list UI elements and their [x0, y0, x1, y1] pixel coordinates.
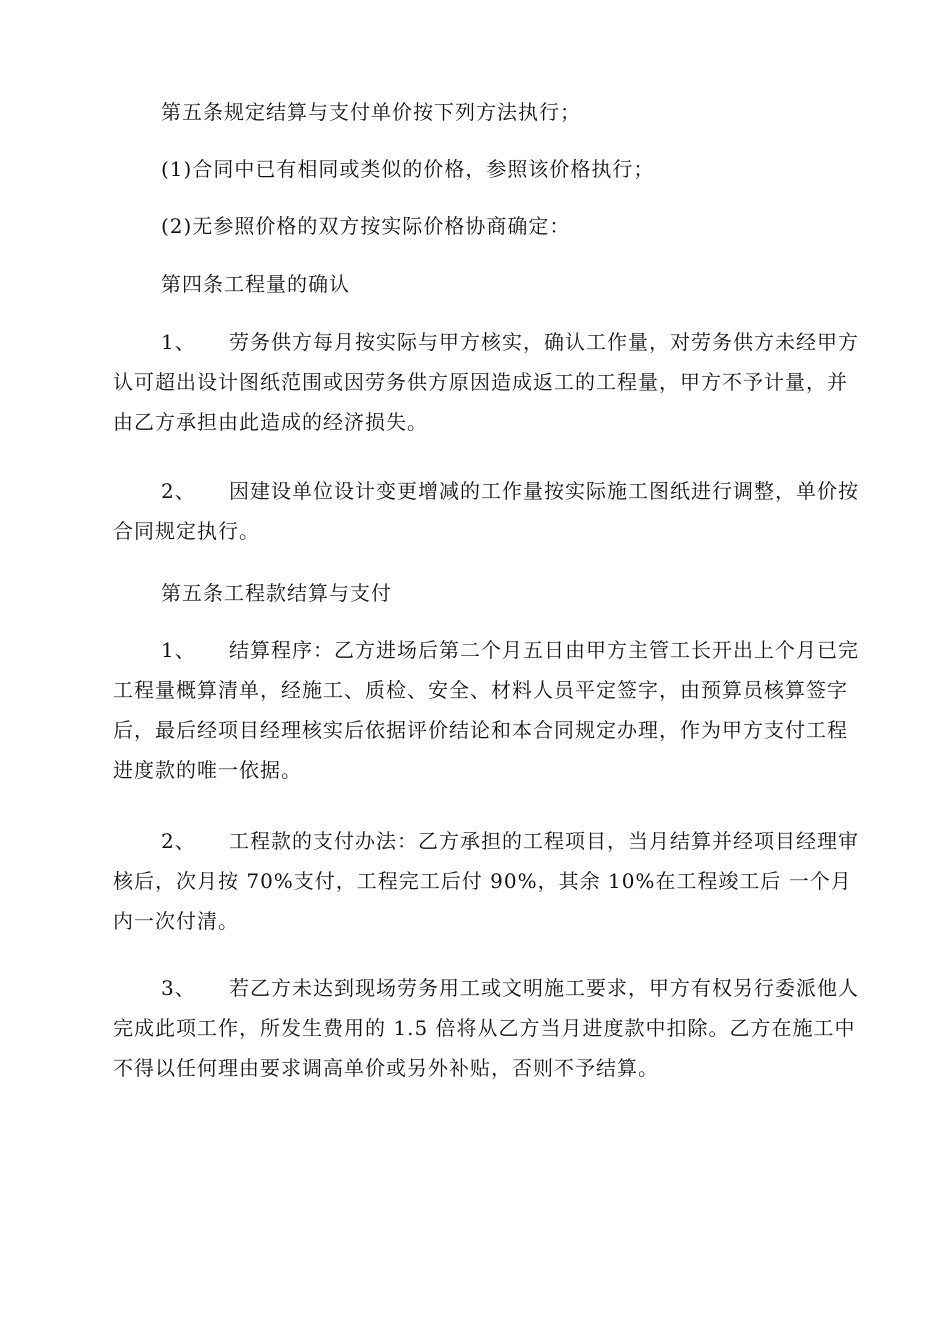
- paragraph-settlement-method: [113, 92, 863, 132]
- clause-text: 工程款的支付办法：乙方承担的工程项目，当月结算并经项目经理审核后，次月按 70%支付，工程完工后付 90%，其余 10%在工程竣工后 一个月内一次付清。: [113, 829, 859, 933]
- paragraph-item-2-negotiated-price: [113, 206, 863, 246]
- paragraph-item-1-similar-price: [113, 149, 863, 189]
- clause-number: 2、: [161, 829, 196, 853]
- clause-number: 2、: [161, 479, 196, 503]
- clause-5-2: [113, 821, 863, 941]
- paragraph-text: 第五条规定结算与支付单价按下列方法执行；: [161, 100, 581, 124]
- clause-text: 劳务供方每月按实际与甲方核实，确认工作量，对劳务供方未经甲方认可超出设计图纸范围或因劳务供方原因造成返工的工程量，甲方不予计量，并由乙方承担由此造成的经济损失。: [113, 330, 859, 434]
- clause-4-2: [113, 471, 863, 551]
- section-heading-quantity-confirmation: [113, 264, 863, 304]
- paragraph-text: (1)合同中已有相同或类似的价格，参照该价格执行；: [161, 157, 655, 181]
- clause-number: 1、: [161, 638, 196, 662]
- section-heading-text: 第四条工程量的确认: [161, 272, 350, 296]
- clause-number: 1、: [161, 330, 196, 354]
- clause-4-1: [113, 322, 863, 442]
- clause-text: 因建设单位设计变更增减的工作量按实际施工图纸进行调整，单价按合同规定执行。: [113, 479, 859, 543]
- section-heading-text: 第五条工程款结算与支付: [161, 581, 392, 605]
- section-heading-payment: [113, 573, 863, 613]
- clause-number: 3、: [161, 976, 196, 1000]
- paragraph-text: (2)无参照价格的双方按实际价格协商确定：: [161, 214, 571, 238]
- clause-text: 若乙方未达到现场劳务用工或文明施工要求，甲方有权另行委派他人完成此项工作，所发生费用的 1.5 倍将从乙方当月进度款中扣除。乙方在施工中不得以任何理由要求调高单价或另外补贴，否则不予结算。: [113, 976, 859, 1080]
- clause-5-3: [113, 968, 863, 1088]
- clause-text: 结算程序：乙方进场后第二个月五日由甲方主管工长开出上个月已完工程量概算清单，经施工、质检、安全、材料人员平定签字，由预算员核算签字后，最后经项目经理核实后依据评价结论和本合同规定办理，作为甲方支付工程进度款的唯一依据。: [113, 638, 859, 782]
- clause-5-1: [113, 630, 863, 790]
